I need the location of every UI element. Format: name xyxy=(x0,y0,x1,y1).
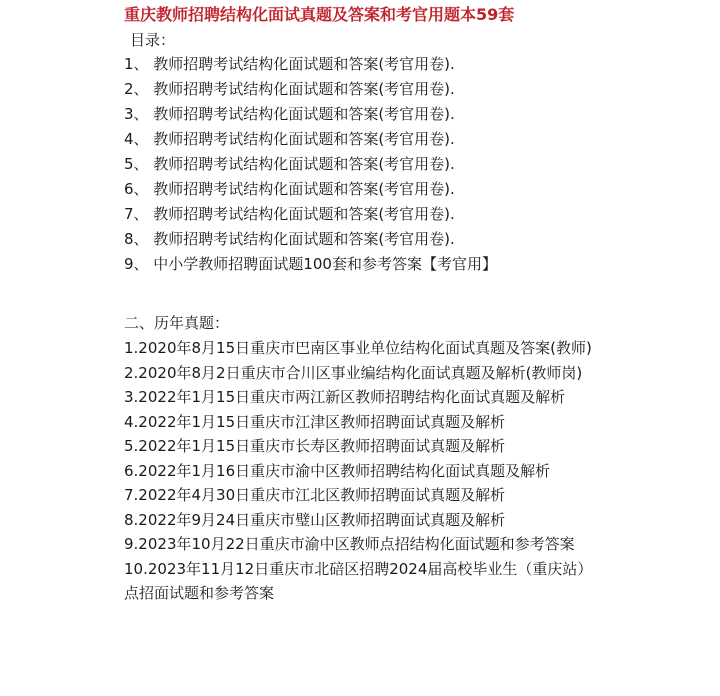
history-item: 10.2023年11月12日重庆市北碚区招聘2024届高校毕业生（重庆站）点招面试题和参考答案 xyxy=(124,559,593,602)
history-item: 5.2022年1月15日重庆市长寿区教师招聘面试真题及解析 xyxy=(124,437,506,455)
history-item: 8.2022年9月24日重庆市璧山区教师招聘面试真题及解析 xyxy=(124,510,506,529)
toc-item: 4、 教师招聘考试结构化面试题和答案(考官用卷). xyxy=(124,130,455,148)
document-title: 重庆教师招聘结构化面试真题及答案和考官用题本59套 xyxy=(124,5,515,24)
toc-item: 3、 教师招聘考试结构化面试题和答案(考官用卷). xyxy=(124,105,455,123)
history-list xyxy=(124,336,594,606)
history-item: 9.2023年10月22日重庆市渝中区教师点招结构化面试题和参考答案 xyxy=(124,535,575,553)
history-item: 3.2022年1月15日重庆市两江新区教师招聘结构化面试真题及解析 xyxy=(124,388,566,406)
toc-item: 1、 教师招聘考试结构化面试题和答案(考官用卷). xyxy=(124,55,455,73)
toc-list xyxy=(124,52,700,277)
toc-item: 6、 教师招聘考试结构化面试题和答案(考官用卷). xyxy=(124,180,455,198)
history-item: 2.2020年8月2日重庆市合川区事业编结构化面试真题及解析(教师岗) xyxy=(124,363,583,382)
history-item: 4.2022年1月15日重庆市江津区教师招聘面试真题及解析 xyxy=(124,412,506,431)
history-item: 7.2022年4月30日重庆市江北区教师招聘面试真题及解析 xyxy=(124,486,506,504)
section-spacer xyxy=(124,277,700,311)
history-heading: 二、历年真题： xyxy=(124,314,230,332)
history-item: 6.2022年1月16日重庆市渝中区教师招聘结构化面试真题及解析 xyxy=(124,461,551,480)
toc-item: 7、 教师招聘考试结构化面试题和答案(考官用卷). xyxy=(124,205,455,223)
toc-item: 2、 教师招聘考试结构化面试题和答案(考官用卷). xyxy=(124,80,455,98)
toc-heading: 目录： xyxy=(130,31,176,49)
toc-item: 5、 教师招聘考试结构化面试题和答案(考官用卷). xyxy=(124,155,455,173)
toc-item: 9、 中小学教师招聘面试题100套和参考答案【考官用】 xyxy=(124,255,497,273)
toc-item: 8、 教师招聘考试结构化面试题和答案(考官用卷). xyxy=(124,230,455,248)
history-item: 1.2020年8月15日重庆市巴南区事业单位结构化面试真题及答案(教师) xyxy=(124,339,592,357)
